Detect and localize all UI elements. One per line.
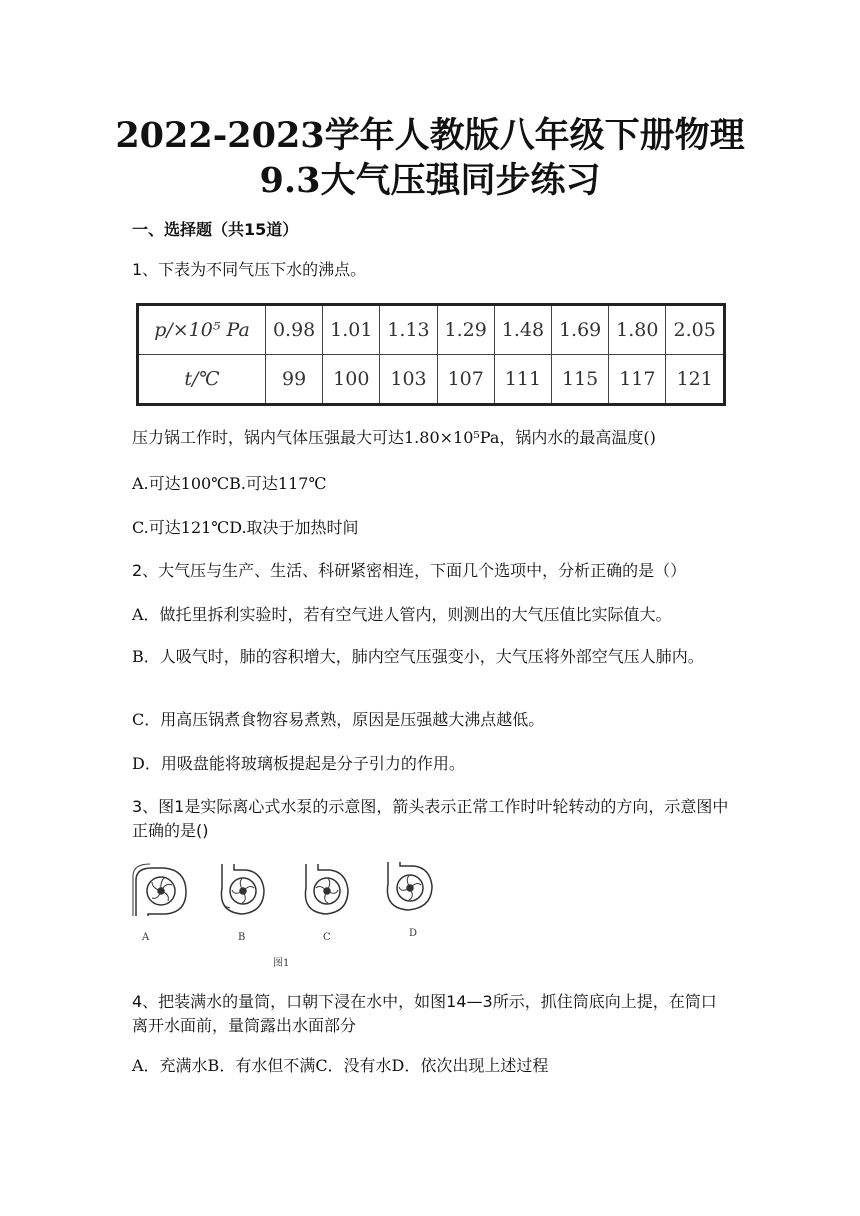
pump-c-diagram — [305, 864, 348, 914]
table-header-temperature: t/℃ — [138, 355, 266, 405]
table-header-pressure: p/×10⁵ Pa — [138, 305, 266, 355]
q1-stem: 1、下表为不同气压下水的沸点。 — [132, 260, 367, 279]
fig-label-b: B — [238, 932, 246, 943]
table-cell: 0.98 — [266, 305, 323, 355]
table-cell: 1.80 — [609, 305, 666, 355]
table-cell: 115 — [552, 355, 609, 405]
table-cell: 2.05 — [666, 305, 725, 355]
q1-question: 压力锅工作时，锅内气体压强最大可达1.80×10⁵Pa，锅内水的最高温度() — [132, 428, 656, 447]
fig-label-a: A — [142, 932, 150, 943]
document-title-line-2: 9.3大气压强同步练习 — [259, 160, 601, 201]
table-cell: 111 — [494, 355, 551, 405]
table-row-pressure — [138, 305, 725, 355]
pump-a-diagram — [133, 864, 186, 916]
q3-stem: 3、图1是实际离心式水泵的示意图，箭头表示正常工作时叶轮转动的方向，示意图中正确的是() — [132, 797, 729, 840]
q2-option-a: A．做托里拆利实验时，若有空气进人管内，则测出的大气压值比实际值大。 — [132, 605, 672, 624]
q1-options-ab: A.可达100℃B.可达117℃ — [132, 474, 327, 493]
table-cell: 100 — [323, 355, 380, 405]
q4-options: A．充满水B．有水但不满C．没有水D．依次出现上述过程 — [132, 1056, 549, 1075]
table-cell: 1.69 — [552, 305, 609, 355]
table-cell: 103 — [380, 355, 437, 405]
fig-label-c: C — [323, 932, 331, 943]
document-title-line-1: 2022-2023学年人教版八年级下册物理 — [115, 115, 745, 156]
q2-option-b: B．人吸气时，肺的容积增大，肺内空气压强变小，大气压将外部空气压人肺内。 — [132, 647, 704, 666]
table-cell: 107 — [437, 355, 494, 405]
fig-label-d: D — [409, 928, 418, 939]
pump-figure — [130, 858, 450, 968]
q4-stem: 4、把装满水的量筒，口朝下浸在水中，如图14—3所示，抓住筒底向上提，在筒口离开水面前，量筒露出水面部分 — [132, 992, 717, 1035]
table-row-temperature — [138, 355, 725, 405]
table-cell: 1.13 — [380, 305, 437, 355]
boiling-point-table — [136, 303, 726, 406]
figure-caption: 图1 — [273, 958, 290, 968]
table-cell: 117 — [609, 355, 666, 405]
section-heading: 一、选择题（共15道） — [132, 220, 299, 239]
q1-options-cd: C.可达121℃D.取决于加热时间 — [132, 518, 359, 537]
table-cell: 1.01 — [323, 305, 380, 355]
pump-d-diagram — [387, 862, 432, 910]
table-cell: 1.48 — [494, 305, 551, 355]
table-cell: 99 — [266, 355, 323, 405]
table-cell: 1.29 — [437, 305, 494, 355]
pump-b-diagram — [221, 864, 264, 914]
q2-stem: 2、大气压与生产、生活、科研紧密相连，下面几个选项中，分析正确的是（） — [132, 561, 687, 580]
q2-option-c: C．用高压锅煮食物容易煮熟，原因是压强越大沸点越低。 — [132, 710, 545, 729]
table-cell: 121 — [666, 355, 725, 405]
q2-option-d: D．用吸盘能将玻璃板提起是分子引力的作用。 — [132, 754, 465, 773]
